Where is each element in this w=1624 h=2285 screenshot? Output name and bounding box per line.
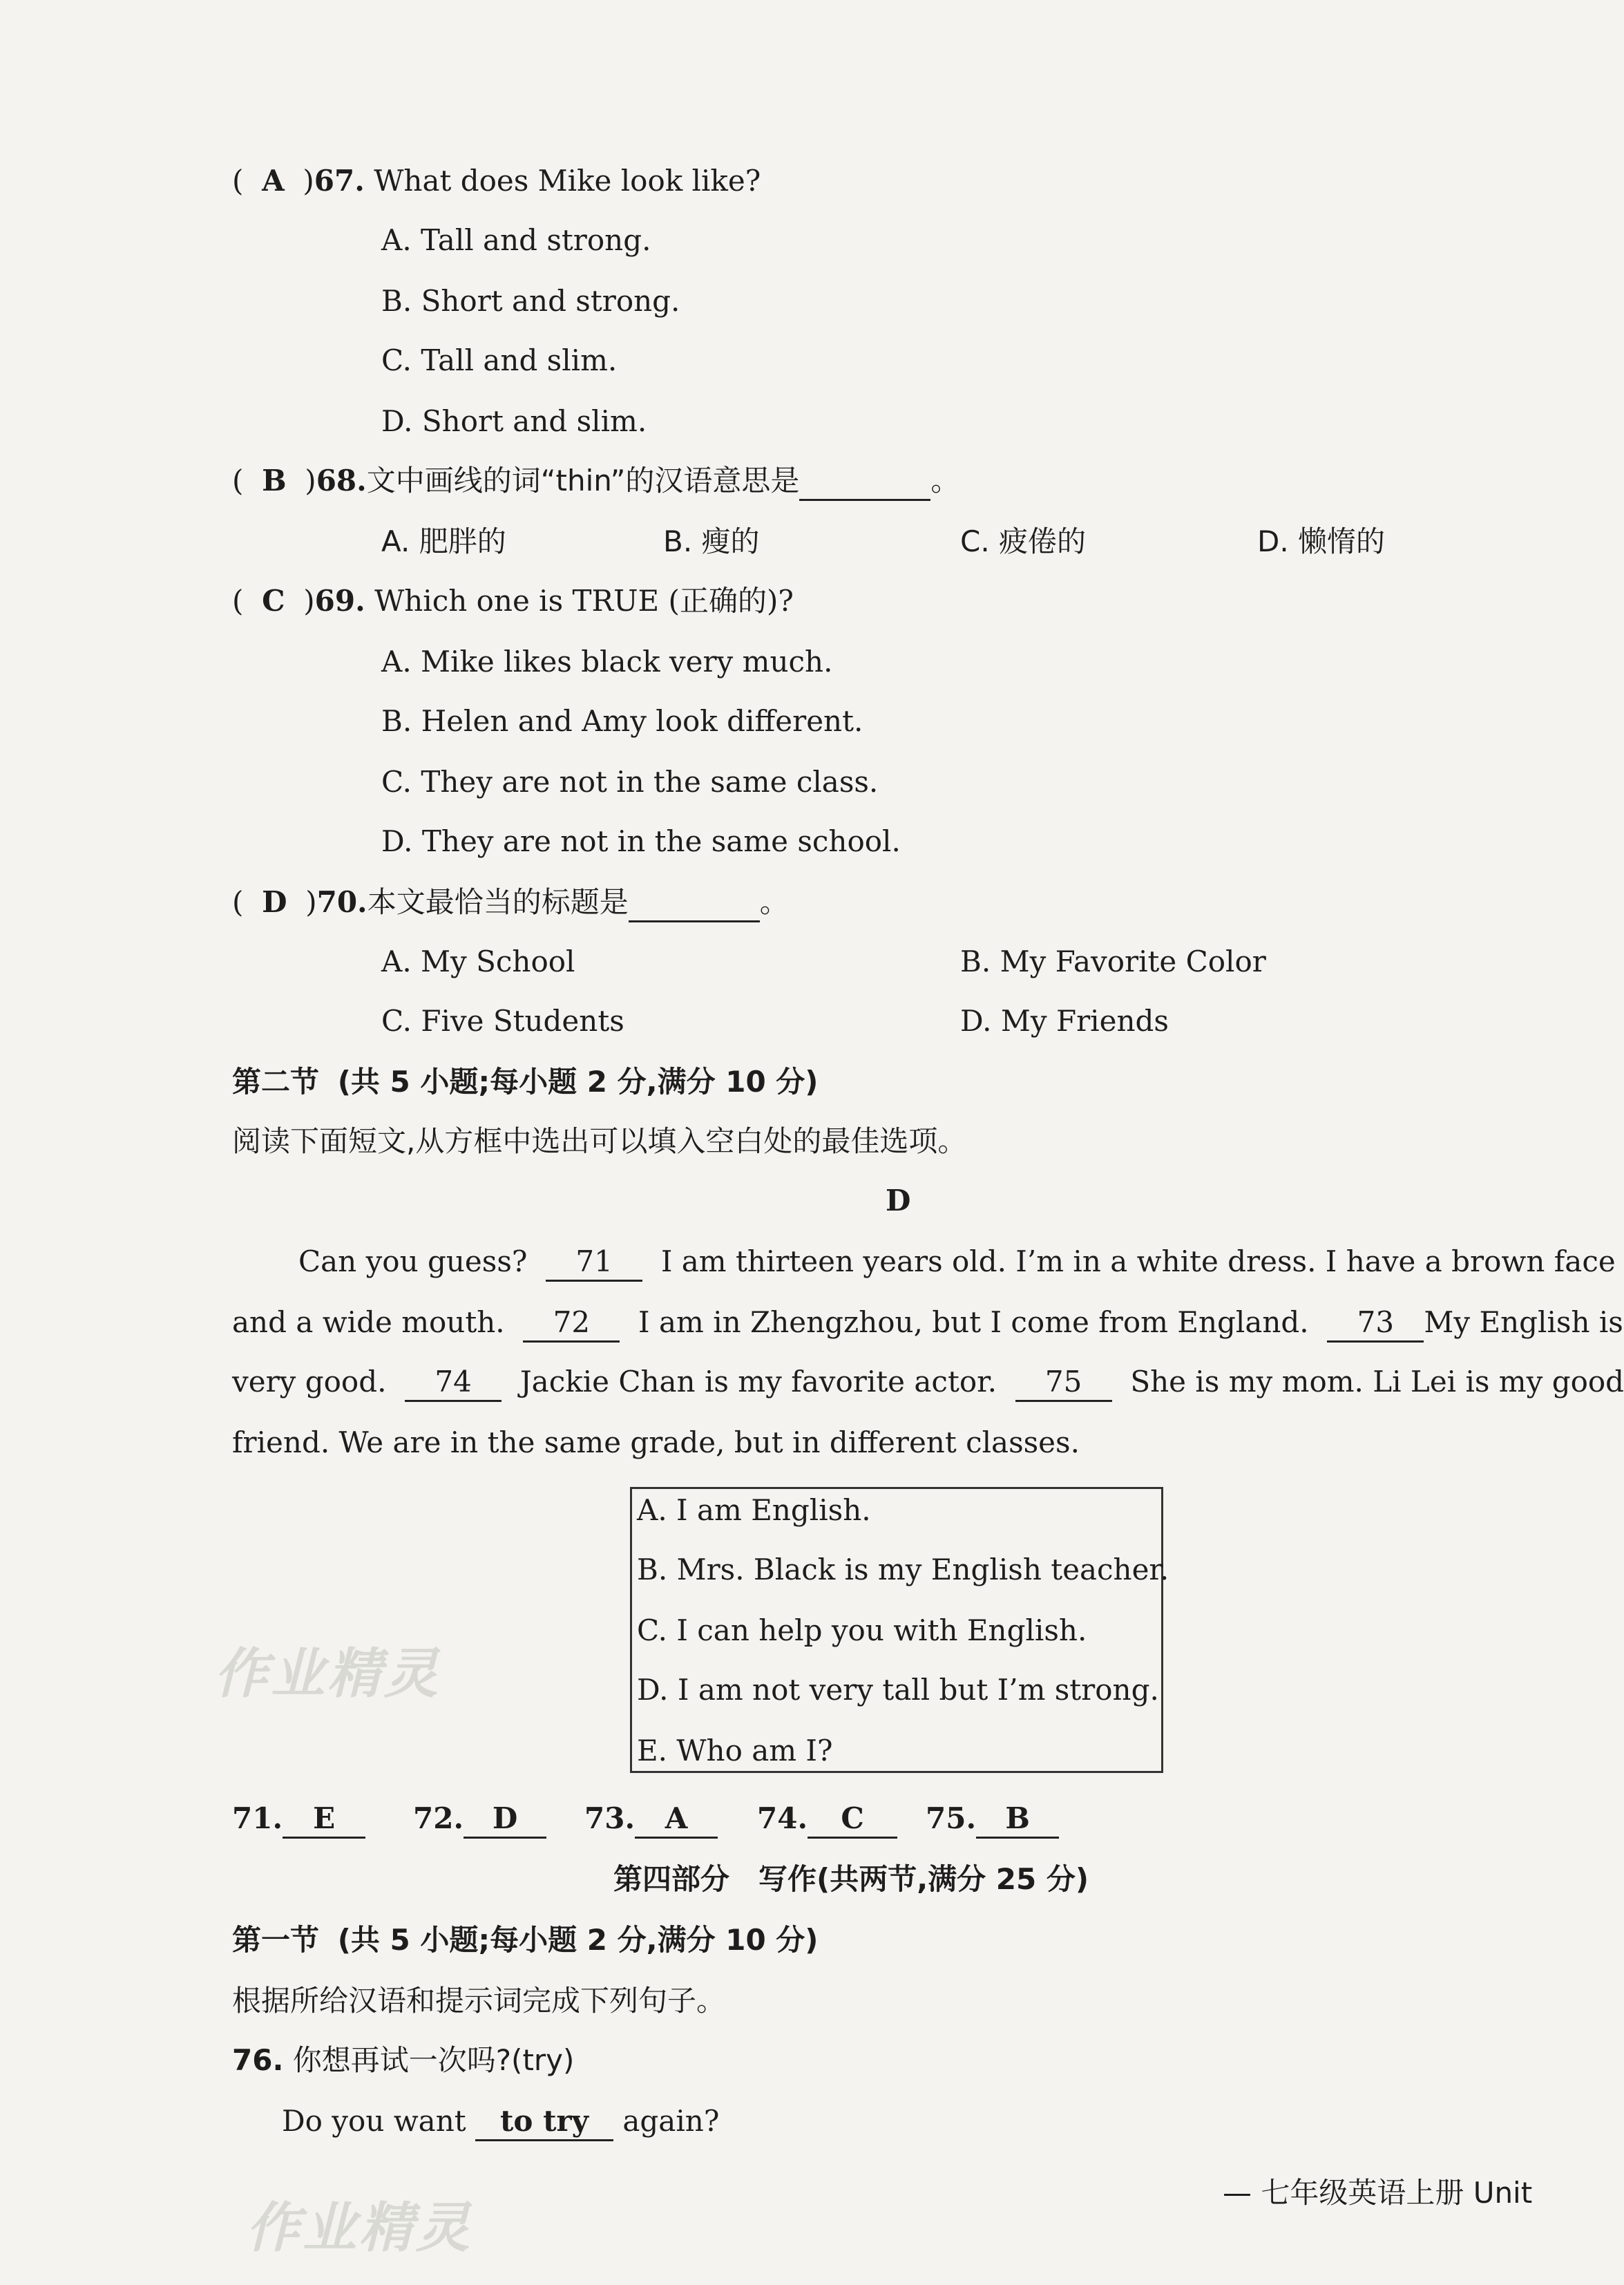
q67-option-d[interactable]: D. Short and slim. (381, 404, 647, 438)
section2-score: (共 5 小题;每小题 2 分,满分 10 分) (337, 1065, 819, 1099)
q68-option-d[interactable]: D. 懒惰的 (1257, 524, 1386, 558)
q69-text: Which one is TRUE (正确的)? (374, 584, 794, 618)
q70-answer: D (262, 885, 287, 919)
q70-option-a[interactable]: A. My School (381, 945, 575, 978)
section1-title: 第一节 (232, 1923, 320, 1957)
q68-option-a[interactable]: A. 肥胖的 (381, 524, 506, 558)
blank-71[interactable]: 71 (546, 1244, 642, 1282)
q69-option-d[interactable]: D. They are not in the same school. (381, 824, 901, 858)
q68-answer: B (262, 464, 287, 497)
passage-line-2: and a wide mouth. 72 I am in Zhengzhou, but I come from England. 73 My English is (232, 1305, 1623, 1343)
q68-option-b[interactable]: B. 瘦的 (663, 524, 760, 558)
answer-72: 72. D (413, 1801, 546, 1839)
q76-prompt (232, 2042, 574, 2078)
q69-option-b[interactable]: B. Helen and Amy look different. (381, 704, 863, 738)
blank-74[interactable]: 74 (405, 1364, 501, 1402)
section2-instruction: 阅读下面短文,从方框中选出可以填入空白处的最佳选项。 (232, 1124, 967, 1158)
passage-line-3: very good. 74 Jackie Chan is my favorite actor. 75 She is my mom. Li Lei is my good (232, 1364, 1624, 1402)
q69-option-a[interactable]: A. Mike likes black very much. (381, 645, 833, 679)
q70-text: 本文最恰当的标题是 (367, 885, 629, 919)
q70-period: 。 (759, 885, 789, 919)
section2-header (232, 1064, 819, 1100)
blank-72[interactable]: 72 (523, 1305, 620, 1343)
passage-label: D (886, 1184, 911, 1217)
q67-question: ( A )67. What does Mike look like? (232, 164, 761, 198)
blank-73[interactable]: 73 (1327, 1305, 1424, 1343)
q67-option-c[interactable]: C. Tall and slim. (381, 343, 618, 377)
q67-text: What does Mike look like? (374, 164, 761, 198)
q76-sentence: Do you want to try again? (282, 2103, 719, 2141)
box-option-b: B. Mrs. Black is my English teacher. (637, 1553, 1169, 1586)
box-option-e: E. Who am I? (637, 1734, 833, 1767)
passage-line-4: friend. We are in the same grade, but in different classes. (232, 1425, 1080, 1459)
section1-score: (共 5 小题;每小题 2 分,满分 10 分) (337, 1923, 819, 1957)
q70-number: 70. (316, 885, 367, 919)
q76-text: 你想再试一次吗?(try) (292, 2043, 575, 2077)
q70-option-b[interactable]: B. My Favorite Color (960, 945, 1266, 978)
answer-74: 74. C (757, 1801, 897, 1839)
q69-number: 69. (314, 584, 365, 618)
passage-line-1: Can you guess? 71 I am thirteen years old. I’m in a white dress. I have a brown face (298, 1244, 1616, 1282)
q68-period: 。 (930, 464, 960, 497)
blank-75[interactable]: 75 (1015, 1364, 1112, 1402)
box-option-d: D. I am not very tall but I’m strong. (637, 1673, 1159, 1707)
q68-number: 68. (316, 464, 367, 497)
answer-71: 71. E (232, 1801, 365, 1839)
q69-answer: C (262, 584, 285, 618)
box-option-a: A. I am English. (637, 1493, 871, 1527)
section1-instruction: 根据所给汉语和提示词完成下列句子。 (232, 1984, 726, 2018)
q76-number: 76. (232, 2043, 284, 2077)
watermark: 作业精灵 (214, 1643, 441, 1705)
q69-question: ( C )69. Which one is TRUE (正确的)? (232, 584, 794, 618)
watermark-bottom: 作业精灵 (246, 2197, 473, 2259)
q70-blank[interactable] (629, 884, 760, 922)
q69-option-c[interactable]: C. They are not in the same class. (381, 765, 879, 799)
q70-option-d[interactable]: D. My Friends (960, 1004, 1169, 1038)
footer-label: — 七年级英语上册 Unit (1223, 2176, 1533, 2210)
q70-option-c[interactable]: C. Five Students (381, 1004, 624, 1038)
answer-73: 73. A (584, 1801, 718, 1839)
q67-option-b[interactable]: B. Short and strong. (381, 284, 680, 318)
q68-option-c[interactable]: C. 疲倦的 (960, 524, 1087, 558)
section1-header (232, 1922, 819, 1958)
section2-title: 第二节 (232, 1065, 320, 1099)
part4-title: 第四部分 写作(共两节,满分 25 分) (613, 1862, 1089, 1896)
answer-75: 75. B (926, 1801, 1059, 1839)
q70-question: ( D )70.本文最恰当的标题是 。 (232, 884, 789, 922)
q67-number: 67. (314, 164, 365, 198)
q68-question: ( B )68.文中画线的词“thin”的汉语意思是 。 (232, 463, 959, 501)
q67-option-a[interactable]: A. Tall and strong. (381, 223, 651, 257)
box-option-c: C. I can help you with English. (637, 1613, 1087, 1647)
q76-answer-blank[interactable]: to try (475, 2103, 613, 2141)
q68-text: 文中画线的词“thin”的汉语意思是 (366, 464, 800, 497)
q68-blank[interactable] (799, 463, 930, 501)
q67-answer: A (262, 164, 285, 198)
